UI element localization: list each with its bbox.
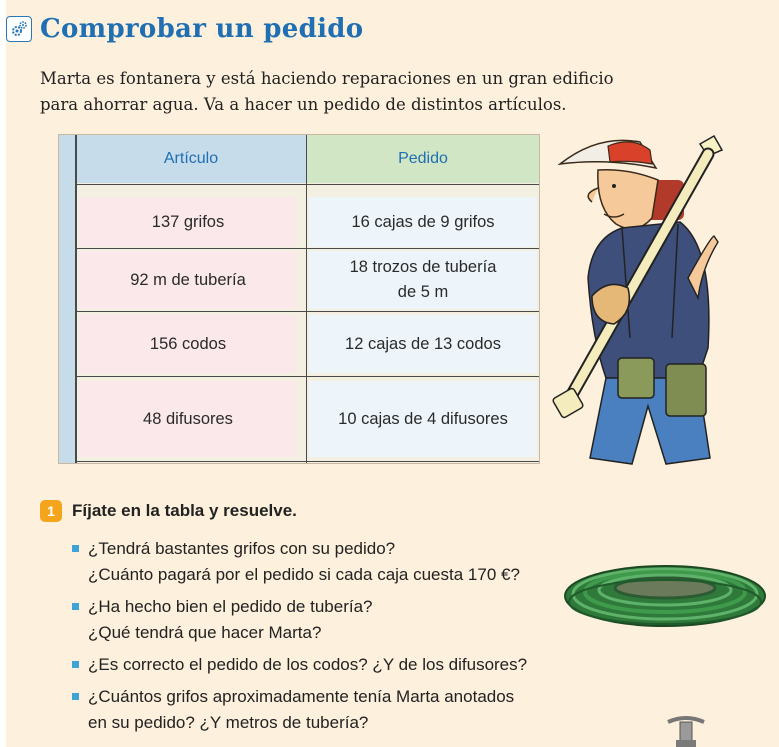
question-line: ¿Tendrá bastantes grifos con su pedido?: [88, 539, 396, 558]
row-divider: [76, 311, 539, 312]
plumber-illustration: [548, 128, 728, 468]
cell-line: 18 trozos de tubería: [349, 258, 497, 276]
question-list: [72, 536, 592, 742]
green-hose-illustration: [560, 554, 770, 634]
page-edge: [0, 0, 6, 747]
column-header-articulo: Artículo: [76, 135, 306, 183]
table-cell-pedido: 10 cajas de 4 difusores: [309, 381, 537, 457]
row-divider: [76, 248, 539, 249]
section-header: [6, 14, 363, 44]
exercise-number-badge: 1: [40, 500, 62, 522]
exercise-header: [40, 500, 297, 522]
question-line: ¿Qué tendrá que hacer Marta?: [88, 623, 322, 642]
intro-line: para ahorrar agua. Va a hacer un pedido de distintos artículos.: [40, 95, 567, 114]
question-line: ¿Cuánto pagará por el pedido si cada caja cuesta 170 €?: [88, 565, 520, 584]
bullet-icon: [72, 545, 79, 552]
table-cell-articulo: 137 grifos: [79, 197, 297, 247]
table-side-strip: [59, 135, 76, 463]
table-cell-articulo: 92 m de tubería: [79, 251, 297, 309]
question-line: ¿Cuántos grifos aproximadamente tenía Marta anotados: [88, 687, 515, 706]
cell-line: de 5 m: [397, 283, 449, 301]
intro-text: [40, 66, 640, 118]
list-item: [72, 594, 592, 646]
table-cell-articulo: 48 difusores: [79, 381, 297, 457]
row-divider: [76, 461, 539, 462]
row-divider: [76, 376, 539, 377]
page-title: Comprobar un pedido: [40, 14, 364, 44]
row-divider: [76, 184, 539, 185]
bullet-icon: [72, 693, 79, 700]
question-line: ¿Es correcto el pedido de los codos? ¿Y de los difusores?: [88, 655, 528, 674]
table-cell-pedido: [309, 251, 537, 309]
sprinkler-illustration: [662, 714, 710, 747]
table-cell-articulo: 156 codos: [79, 315, 297, 373]
intro-line: Marta es fontanera y está haciendo reparaciones en un gran edificio: [40, 69, 614, 88]
question-line: en su pedido? ¿Y metros de tubería?: [88, 713, 369, 732]
order-table: [58, 134, 540, 464]
list-item: [72, 536, 592, 588]
gears-icon: [6, 16, 32, 42]
column-header-pedido: Pedido: [307, 135, 539, 183]
list-item: [72, 684, 592, 736]
bullet-icon: [72, 661, 79, 668]
bullet-icon: [72, 603, 79, 610]
list-item: [72, 652, 592, 678]
question-line: ¿Ha hecho bien el pedido de tubería?: [88, 597, 373, 616]
exercise-title: Fíjate en la tabla y resuelve.: [72, 501, 297, 520]
table-cell-pedido: 16 cajas de 9 grifos: [309, 197, 537, 247]
table-cell-pedido: 12 cajas de 13 codos: [309, 315, 537, 373]
